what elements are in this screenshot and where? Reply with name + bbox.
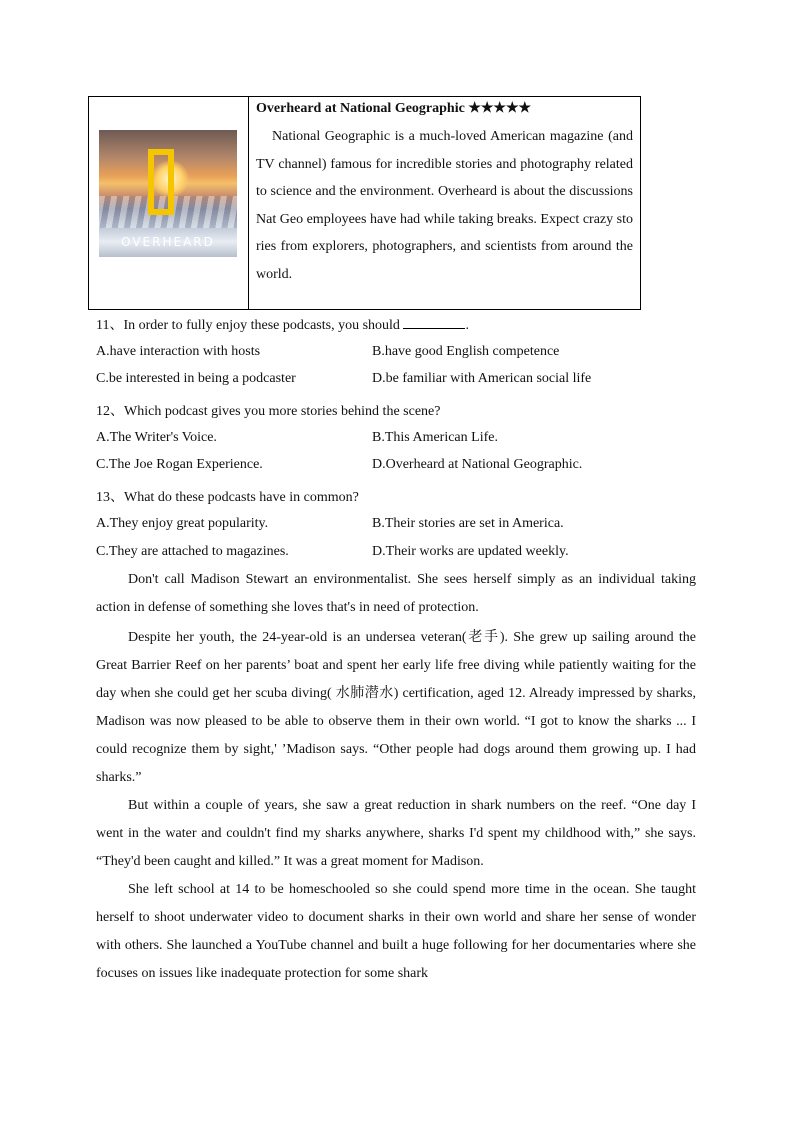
question-suffix: . [465, 318, 469, 333]
podcast-title [256, 99, 633, 119]
option-11-c: C.be interested in being a podcaster [96, 371, 296, 386]
option-12-d: D.Overheard at National Geographic. [372, 457, 583, 472]
option-12-c: C.The Joe Rogan Experience. [96, 457, 263, 472]
podcast-description: National Geographic is a much-loved American magazine (and TV channel) famous for incredible stories and photography related to science and the environment. Overheard is about the discussions Nat Geo employees have had while taking breaks. Expect crazy stories from explorers, photographers, and scientists from around the world. [256, 129, 633, 282]
rating-stars: ★★★★★ [468, 101, 532, 116]
yellow-border-logo [148, 149, 174, 215]
podcast-text-cell [249, 97, 640, 309]
option-13-d: D.Their works are updated weekly. [372, 544, 569, 559]
option-13-a: A.They enjoy great popularity. [96, 516, 269, 531]
reading-passage [96, 566, 696, 988]
option-11-a: A.have interaction with hosts [96, 344, 261, 359]
podcast-name: Overheard at National Geographic [256, 101, 465, 116]
option-11-b: B.have good English competence [372, 344, 560, 359]
cover-title: OVERHEARD [121, 235, 215, 249]
answer-blank [403, 316, 465, 329]
paragraph: Don't call Madison Stewart an environmentalist. She sees herself simply as an individual taking action in defense of something she loves that's in need of protection. [96, 572, 696, 615]
option-12-a: A.The Writer's Voice. [96, 430, 217, 445]
question-11 [96, 314, 469, 334]
paragraph: Despite her youth, the 24-year-old is an undersea veteran(老手). She grew up sailing around the Great Barrier Reef on her parents’ boat and spent her early life free diving while patiently waiting for the day when she could get her scuba diving( 水肺潜水) certification, aged 12. Already impressed by sharks, Madison was now pleased to be able to observe them in their own world. “I got to know the sharks ... I could recognize them by sight,' ’Madison says. “Other people had dogs around them growing up. I had sharks.” [96, 630, 696, 785]
paragraph: She left school at 14 to be homeschooled so she could spend more time in the ocean. She taught herself to shoot underwater video to document sharks in their own world and share her sense of wonder with others. She launched a YouTube channel and built a huge following for her documentaries where she focuses on issues like inadequate protection for some shark [96, 882, 696, 981]
question-12: 12、Which podcast gives you more stories behind the scene? [96, 404, 441, 419]
option-13-c: C.They are attached to magazines. [96, 544, 289, 559]
question-stem: 11、In order to fully enjoy these podcasts, you should [96, 318, 400, 333]
podcast-cover-cell [89, 97, 249, 309]
podcast-info-box [88, 96, 641, 310]
podcast-cover-image [99, 130, 237, 257]
option-13-b: B.Their stories are set in America. [372, 516, 564, 531]
option-11-d: D.be familiar with American social life [372, 371, 592, 386]
option-12-b: B.This American Life. [372, 430, 498, 445]
question-13: 13、What do these podcasts have in common? [96, 490, 359, 505]
paragraph: But within a couple of years, she saw a great reduction in shark numbers on the reef. “One day I went in the water and couldn't find my sharks anywhere, sharks I'd spent my childhood with,” she says. “They'd been caught and killed.” It was a great moment for Madison. [96, 798, 696, 869]
